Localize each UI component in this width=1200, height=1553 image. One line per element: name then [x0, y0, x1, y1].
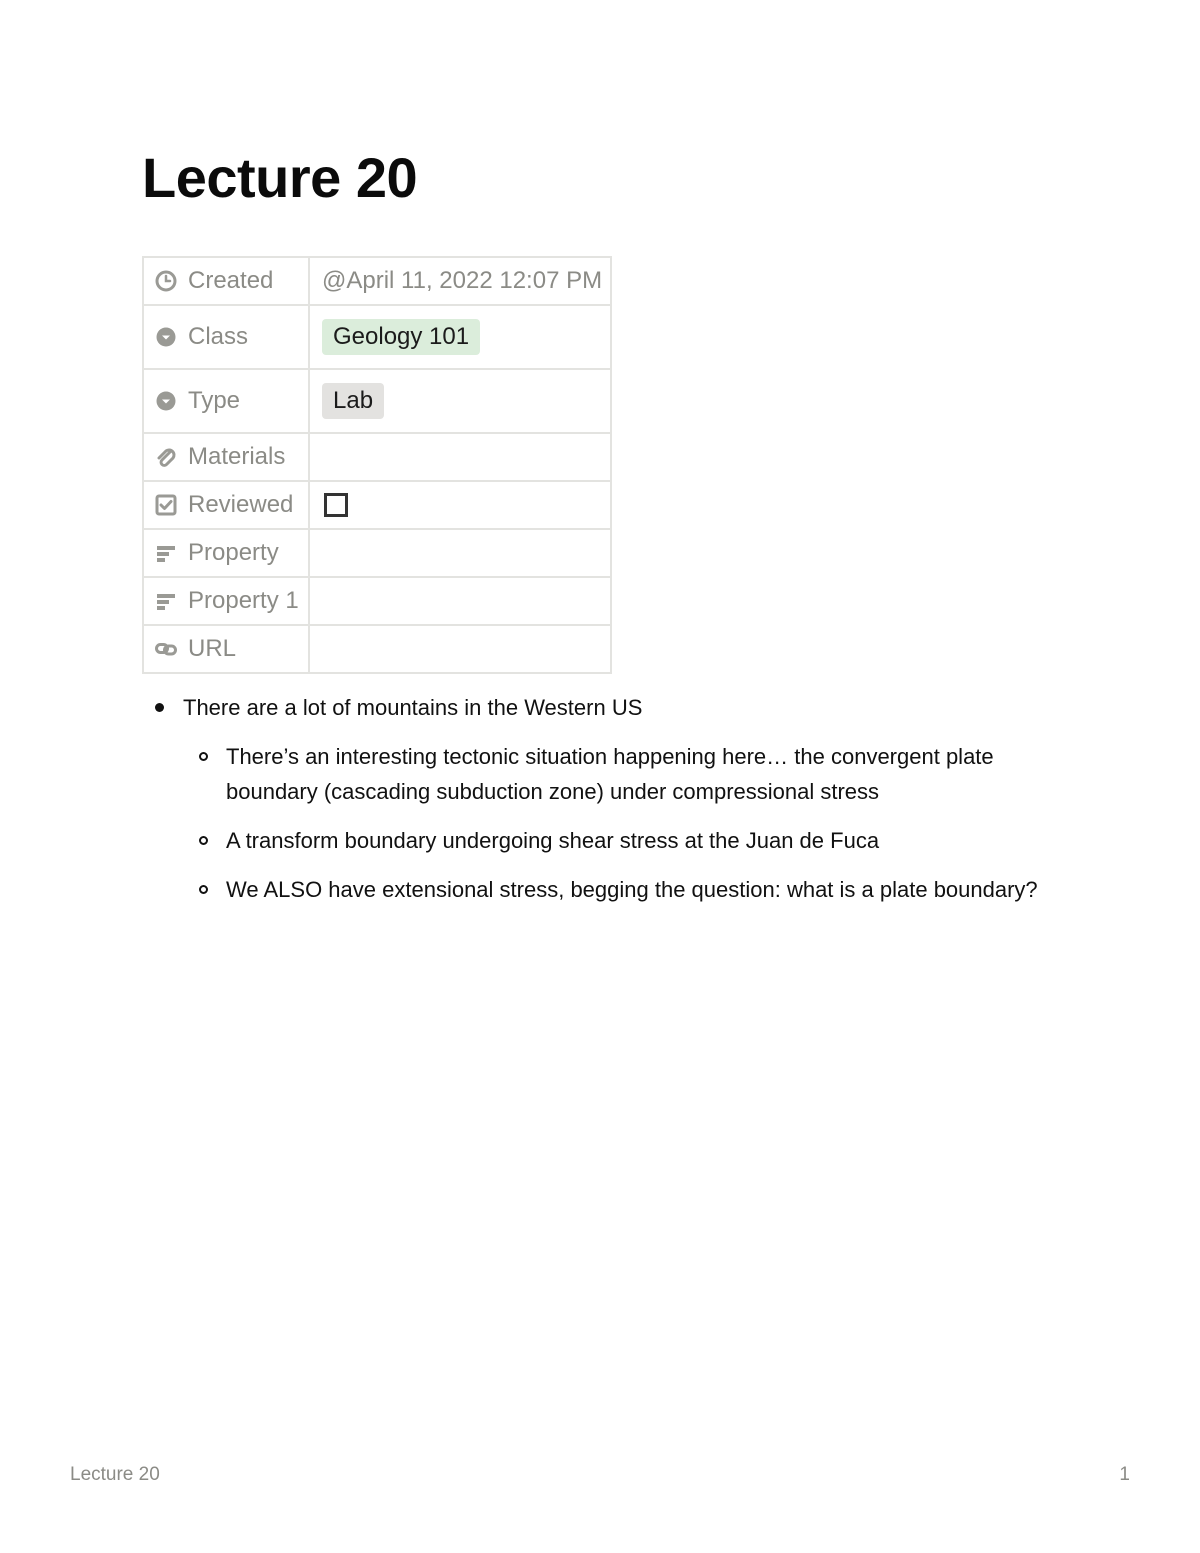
list-item-text: There are a lot of mountains in the Western US: [183, 695, 643, 720]
property-row-materials: [143, 433, 611, 481]
class-tag[interactable]: Geology 101: [322, 319, 480, 355]
property-label-reviewed: Reviewed: [188, 491, 294, 518]
reviewed-checkbox[interactable]: [324, 493, 348, 517]
list-item-text: There’s an interesting tectonic situation happening here… the convergent plate boundary (cascading subduction zone) under compressional stress: [226, 744, 994, 804]
property-value-url[interactable]: [309, 625, 611, 673]
bullet-hollow-icon: [199, 836, 208, 845]
paperclip-icon: [154, 445, 178, 469]
property-row-property1: [143, 577, 611, 625]
property-label-property: Property: [188, 539, 279, 566]
list-item: [155, 690, 1055, 725]
notes-list: [155, 690, 1055, 907]
property-label-created: Created: [188, 267, 274, 294]
property-key-property: [143, 529, 309, 577]
checkbox-icon: [154, 493, 178, 517]
list-item-text: We ALSO have extensional stress, begging the question: what is a plate boundary?: [226, 877, 1038, 902]
property-value-created[interactable]: [309, 257, 611, 305]
property-value-property[interactable]: [309, 529, 611, 577]
property-label-materials: Materials: [188, 443, 286, 470]
properties-table: [142, 256, 612, 674]
property-key-class: [143, 305, 309, 369]
created-date: @April 11, 2022 12:07 PM: [322, 267, 603, 294]
property-row-reviewed: [143, 481, 611, 529]
list-item: [155, 872, 1055, 907]
property-label-url: URL: [188, 635, 237, 662]
property-value-class[interactable]: [309, 305, 611, 369]
property-value-reviewed: [309, 481, 611, 529]
property-key-type: [143, 369, 309, 433]
property-key-reviewed: [143, 481, 309, 529]
footer-title: Lecture 20: [70, 1464, 160, 1485]
property-row-class: [143, 305, 611, 369]
property-value-type[interactable]: [309, 369, 611, 433]
property-row-type: [143, 369, 611, 433]
type-tag[interactable]: Lab: [322, 383, 384, 419]
property-value-materials[interactable]: [309, 433, 611, 481]
property-key-created: [143, 257, 309, 305]
property-row-created: [143, 257, 611, 305]
clock-icon: [154, 269, 178, 293]
property-key-property1: [143, 577, 309, 625]
property-key-materials: [143, 433, 309, 481]
text-lines-icon: [154, 589, 178, 613]
select-icon: [154, 389, 178, 413]
select-icon: [154, 325, 178, 349]
page-number: 1: [1119, 1464, 1130, 1485]
property-row-property: [143, 529, 611, 577]
page-title: Lecture 20: [142, 146, 418, 209]
list-item: [155, 739, 1055, 809]
property-label-type: Type: [188, 387, 241, 414]
property-label-class: Class: [188, 323, 249, 350]
link-icon: [154, 637, 178, 661]
property-label-property1: Property 1: [188, 587, 299, 614]
bullet-filled-icon: [155, 703, 164, 712]
bullet-hollow-icon: [199, 885, 208, 894]
text-lines-icon: [154, 541, 178, 565]
list-item-text: A transform boundary undergoing shear stress at the Juan de Fuca: [226, 828, 880, 853]
property-key-url: [143, 625, 309, 673]
property-value-property1[interactable]: [309, 577, 611, 625]
list-item: [155, 823, 1055, 858]
bullet-hollow-icon: [199, 752, 208, 761]
property-row-url: [143, 625, 611, 673]
